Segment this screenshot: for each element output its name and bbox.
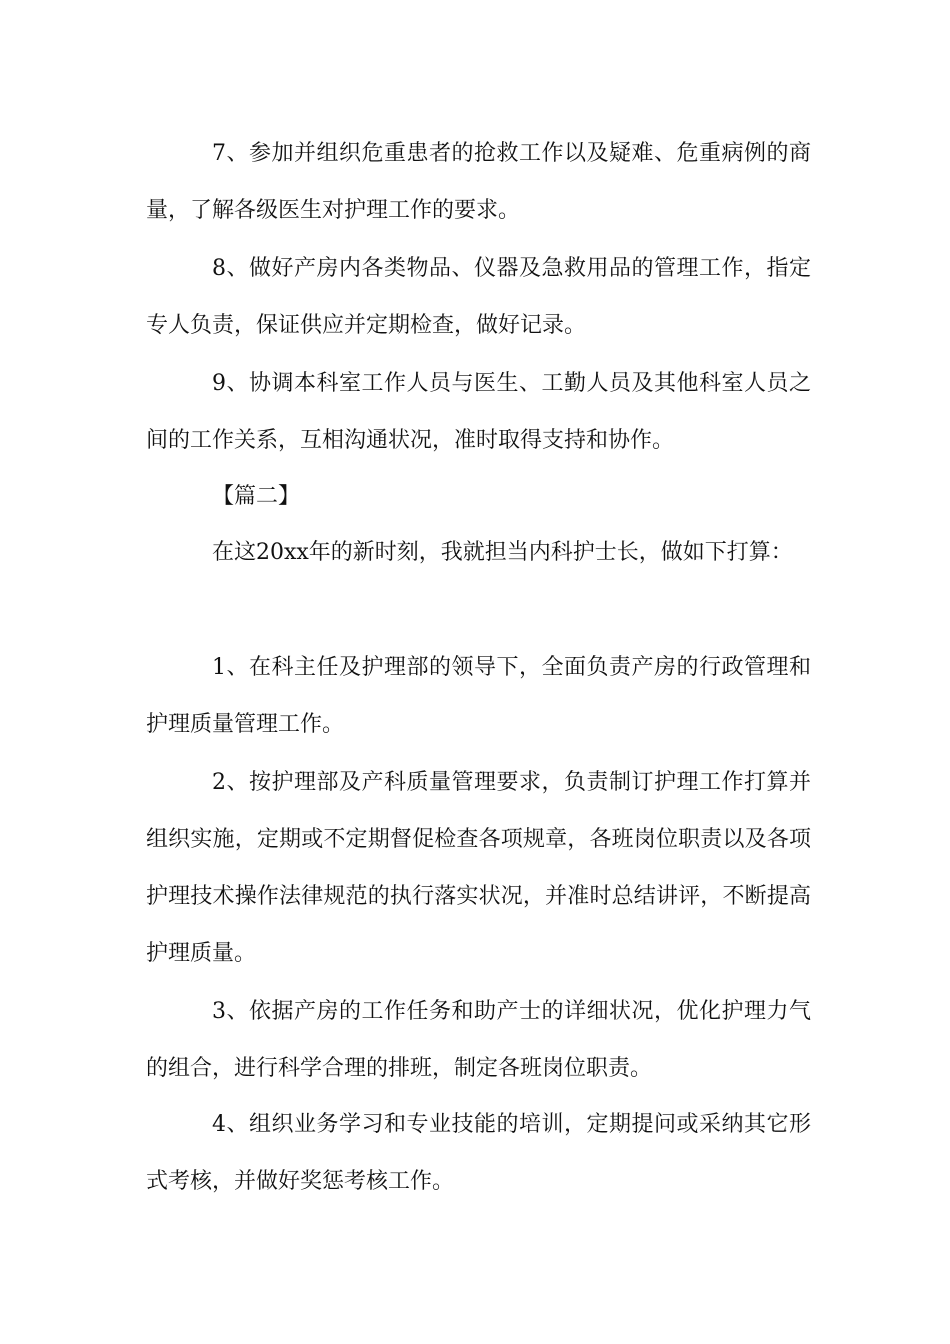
paragraph-item-1: 1、在科主任及护理部的领导下，全面负责产房的行政管理和护理质量管理工作。: [146, 655, 811, 737]
paragraph-item-8: 8、做好产房内各类物品、仪器及急救用品的管理工作，指定专人负责，保证供应并定期检查，做好记录。: [146, 256, 811, 338]
paragraph-item-4: 4、组织业务学习和专业技能的培训，定期提问或采纳其它形式考核，并做好奖惩考核工作。: [146, 1112, 811, 1194]
paragraph-item-7: 7、参加并组织危重患者的抢救工作以及疑难、危重病例的商量，了解各级医生对护理工作的要求。: [146, 141, 811, 223]
paragraph-item-9: 9、协调本科室工作人员与医生、工勤人员及其他科室人员之间的工作关系，互相沟通状况，准时取得支持和协作。: [146, 371, 811, 453]
paragraph-item-3: 3、依据产房的工作任务和助产士的详细状况，优化护理力气的组合，进行科学合理的排班，制定各班岗位职责。: [146, 999, 811, 1081]
paragraph-item-2: 2、按护理部及产科质量管理要求，负责制订护理工作打算并组织实施，定期或不定期督促检查各项规章，各班岗位职责以及各项护理技术操作法律规范的执行落实状况，并准时总结讲评，不断提高护理质量。: [146, 770, 811, 966]
intro-paragraph: 在这20xx年的新时刻，我就担当内科护士长，做如下打算：: [212, 540, 793, 565]
section-title: 【篇二】: [212, 484, 301, 509]
